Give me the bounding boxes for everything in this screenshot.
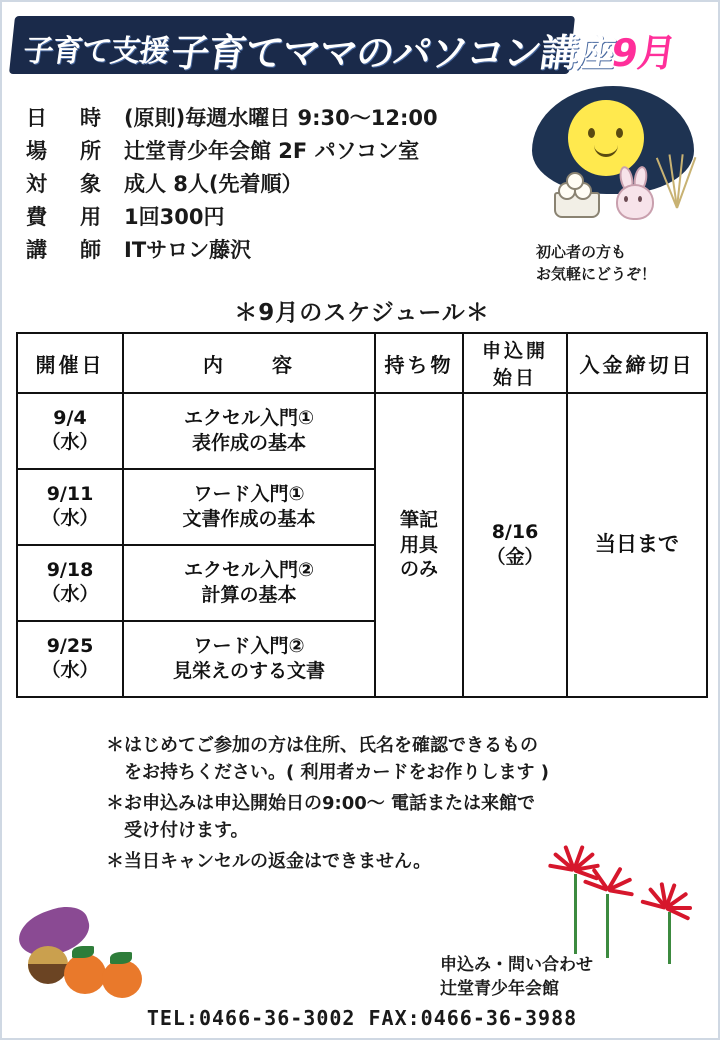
info-label-fee: 費 用 <box>26 205 107 229</box>
moon-eye-left <box>588 128 595 138</box>
header-content: 内 容 <box>123 333 375 393</box>
cell-date-line2: （水） <box>41 583 99 605</box>
lily-flower <box>584 868 640 912</box>
cell-content-line1: エクセル入門② <box>183 559 315 582</box>
schedule-title: ＊9月のスケジュール＊ <box>234 300 490 326</box>
note-item <box>106 732 666 786</box>
note-line2: をお持ちください。( 利用者カードをお作りします ) <box>124 762 549 783</box>
info-label-place: 場 所 <box>26 139 107 163</box>
dango-offering-icon <box>552 172 598 216</box>
note-line1: ＊お申込みは申込開始日の9:00〜 電話または来館で <box>106 793 536 814</box>
banner-subtitle: 子育て支援 <box>21 34 171 69</box>
persimmon-leaf <box>110 952 132 964</box>
rabbit-eye-right <box>638 196 642 202</box>
contact-phone: TEL:0466-36-3002 FAX:0466-36-3988 <box>146 1006 578 1030</box>
cell-bring-line3: のみ <box>399 558 438 581</box>
header-banner <box>12 16 712 78</box>
cell-content-line2: 文書作成の基本 <box>182 508 316 530</box>
note-line1: ＊はじめてご参加の方は住所、氏名を確認できるもの <box>106 735 538 756</box>
info-row <box>26 168 546 198</box>
info-row <box>26 102 546 132</box>
header-application-start-line2: 始日 <box>492 367 537 389</box>
cell-content-line1: ワード入門① <box>193 483 305 506</box>
note-item <box>106 790 666 844</box>
moon-icon <box>568 100 644 176</box>
cell-date-line1: 9/18 <box>46 559 94 582</box>
cell-date-line2: （水） <box>41 507 99 529</box>
banner-title: 子育てママのパソコン講座 <box>168 31 618 75</box>
cell-date-line1: 9/4 <box>53 407 87 430</box>
persimmon-icon <box>102 960 142 998</box>
cell-date-line2: （水） <box>41 431 99 453</box>
moon-eye-right <box>616 128 623 138</box>
schedule-table <box>16 332 708 698</box>
cell-content <box>123 393 375 469</box>
autumn-harvest-illustration <box>10 902 190 1022</box>
cell-bring <box>375 393 463 697</box>
table-row <box>17 393 707 469</box>
lily-flower <box>642 886 698 930</box>
cell-date-line1: 9/25 <box>46 635 94 658</box>
header-bring: 持ち物 <box>375 333 463 393</box>
cell-content-line1: ワード入門② <box>193 635 305 658</box>
info-row <box>26 201 546 231</box>
cell-date <box>17 545 123 621</box>
header-date: 開催日 <box>17 333 123 393</box>
cell-content-line2: 見栄えのする文書 <box>172 660 325 682</box>
info-row <box>26 135 546 165</box>
schedule-table-wrapper <box>16 332 708 698</box>
banner-month: 9月 <box>608 31 680 75</box>
cell-content <box>123 621 375 697</box>
moon-mouth <box>594 142 618 157</box>
header-application-start-line1: 申込開 <box>481 340 548 362</box>
note-line1: ＊当日キャンセルの返金はできません。 <box>106 851 432 872</box>
note-line2: 受け付けます。 <box>124 820 249 841</box>
cell-bring-line1: 筆記 <box>399 508 438 531</box>
header-application-start <box>463 333 567 393</box>
info-label-datetime: 日 時 <box>26 106 107 130</box>
table-header-row <box>17 333 707 393</box>
contact-block <box>440 954 593 1002</box>
info-value-place: 辻堂青少年会館 2F パソコン室 <box>124 139 420 163</box>
cell-date-line1: 9/11 <box>46 483 94 506</box>
cell-content <box>123 469 375 545</box>
info-value-datetime: (原則)毎週水曜日 9:30〜12:00 <box>124 106 438 130</box>
cell-date-line2: （水） <box>41 659 99 681</box>
rabbit-icon <box>610 168 662 220</box>
moon-rabbit-illustration <box>524 86 704 236</box>
contact-line1: 申込み・問い合わせ <box>440 955 593 975</box>
info-label-lecturer: 講 師 <box>26 238 107 262</box>
contact-line2: 辻堂青少年会館 <box>440 978 559 999</box>
rabbit-body <box>616 184 654 220</box>
chestnut-cap <box>28 964 68 984</box>
cell-content-line2: 計算の基本 <box>201 584 297 606</box>
persimmon-leaf <box>72 946 94 958</box>
cell-application-start-weekday: （金） <box>486 546 544 568</box>
cell-bring-line2: 用具 <box>399 533 438 556</box>
beginner-note-line2: お気軽にどうぞ！ <box>536 264 657 283</box>
cell-application-start <box>463 393 567 697</box>
course-info <box>26 102 546 267</box>
cell-date <box>17 621 123 697</box>
cell-date <box>17 469 123 545</box>
info-value-fee: 1回300円 <box>124 205 225 229</box>
cell-content-line2: 表作成の基本 <box>191 432 306 454</box>
header-payment-deadline: 入金締切日 <box>567 333 707 393</box>
cell-application-start-date: 8/16 <box>491 521 539 544</box>
beginner-note <box>536 242 716 286</box>
persimmon-icon <box>64 954 106 994</box>
info-label-target: 対 象 <box>26 172 107 196</box>
dango-ball <box>566 172 584 190</box>
cell-content-line1: エクセル入門① <box>183 407 315 430</box>
cell-payment-deadline: 当日まで <box>567 393 707 697</box>
info-value-target: 成人 8人(先着順） <box>124 172 303 196</box>
info-value-lecturer: ITサロン藤沢 <box>124 238 252 262</box>
beginner-note-line1: 初心者の方も <box>536 243 627 261</box>
cell-date <box>17 393 123 469</box>
info-row <box>26 234 546 264</box>
cell-content <box>123 545 375 621</box>
rabbit-eye-left <box>624 196 628 202</box>
